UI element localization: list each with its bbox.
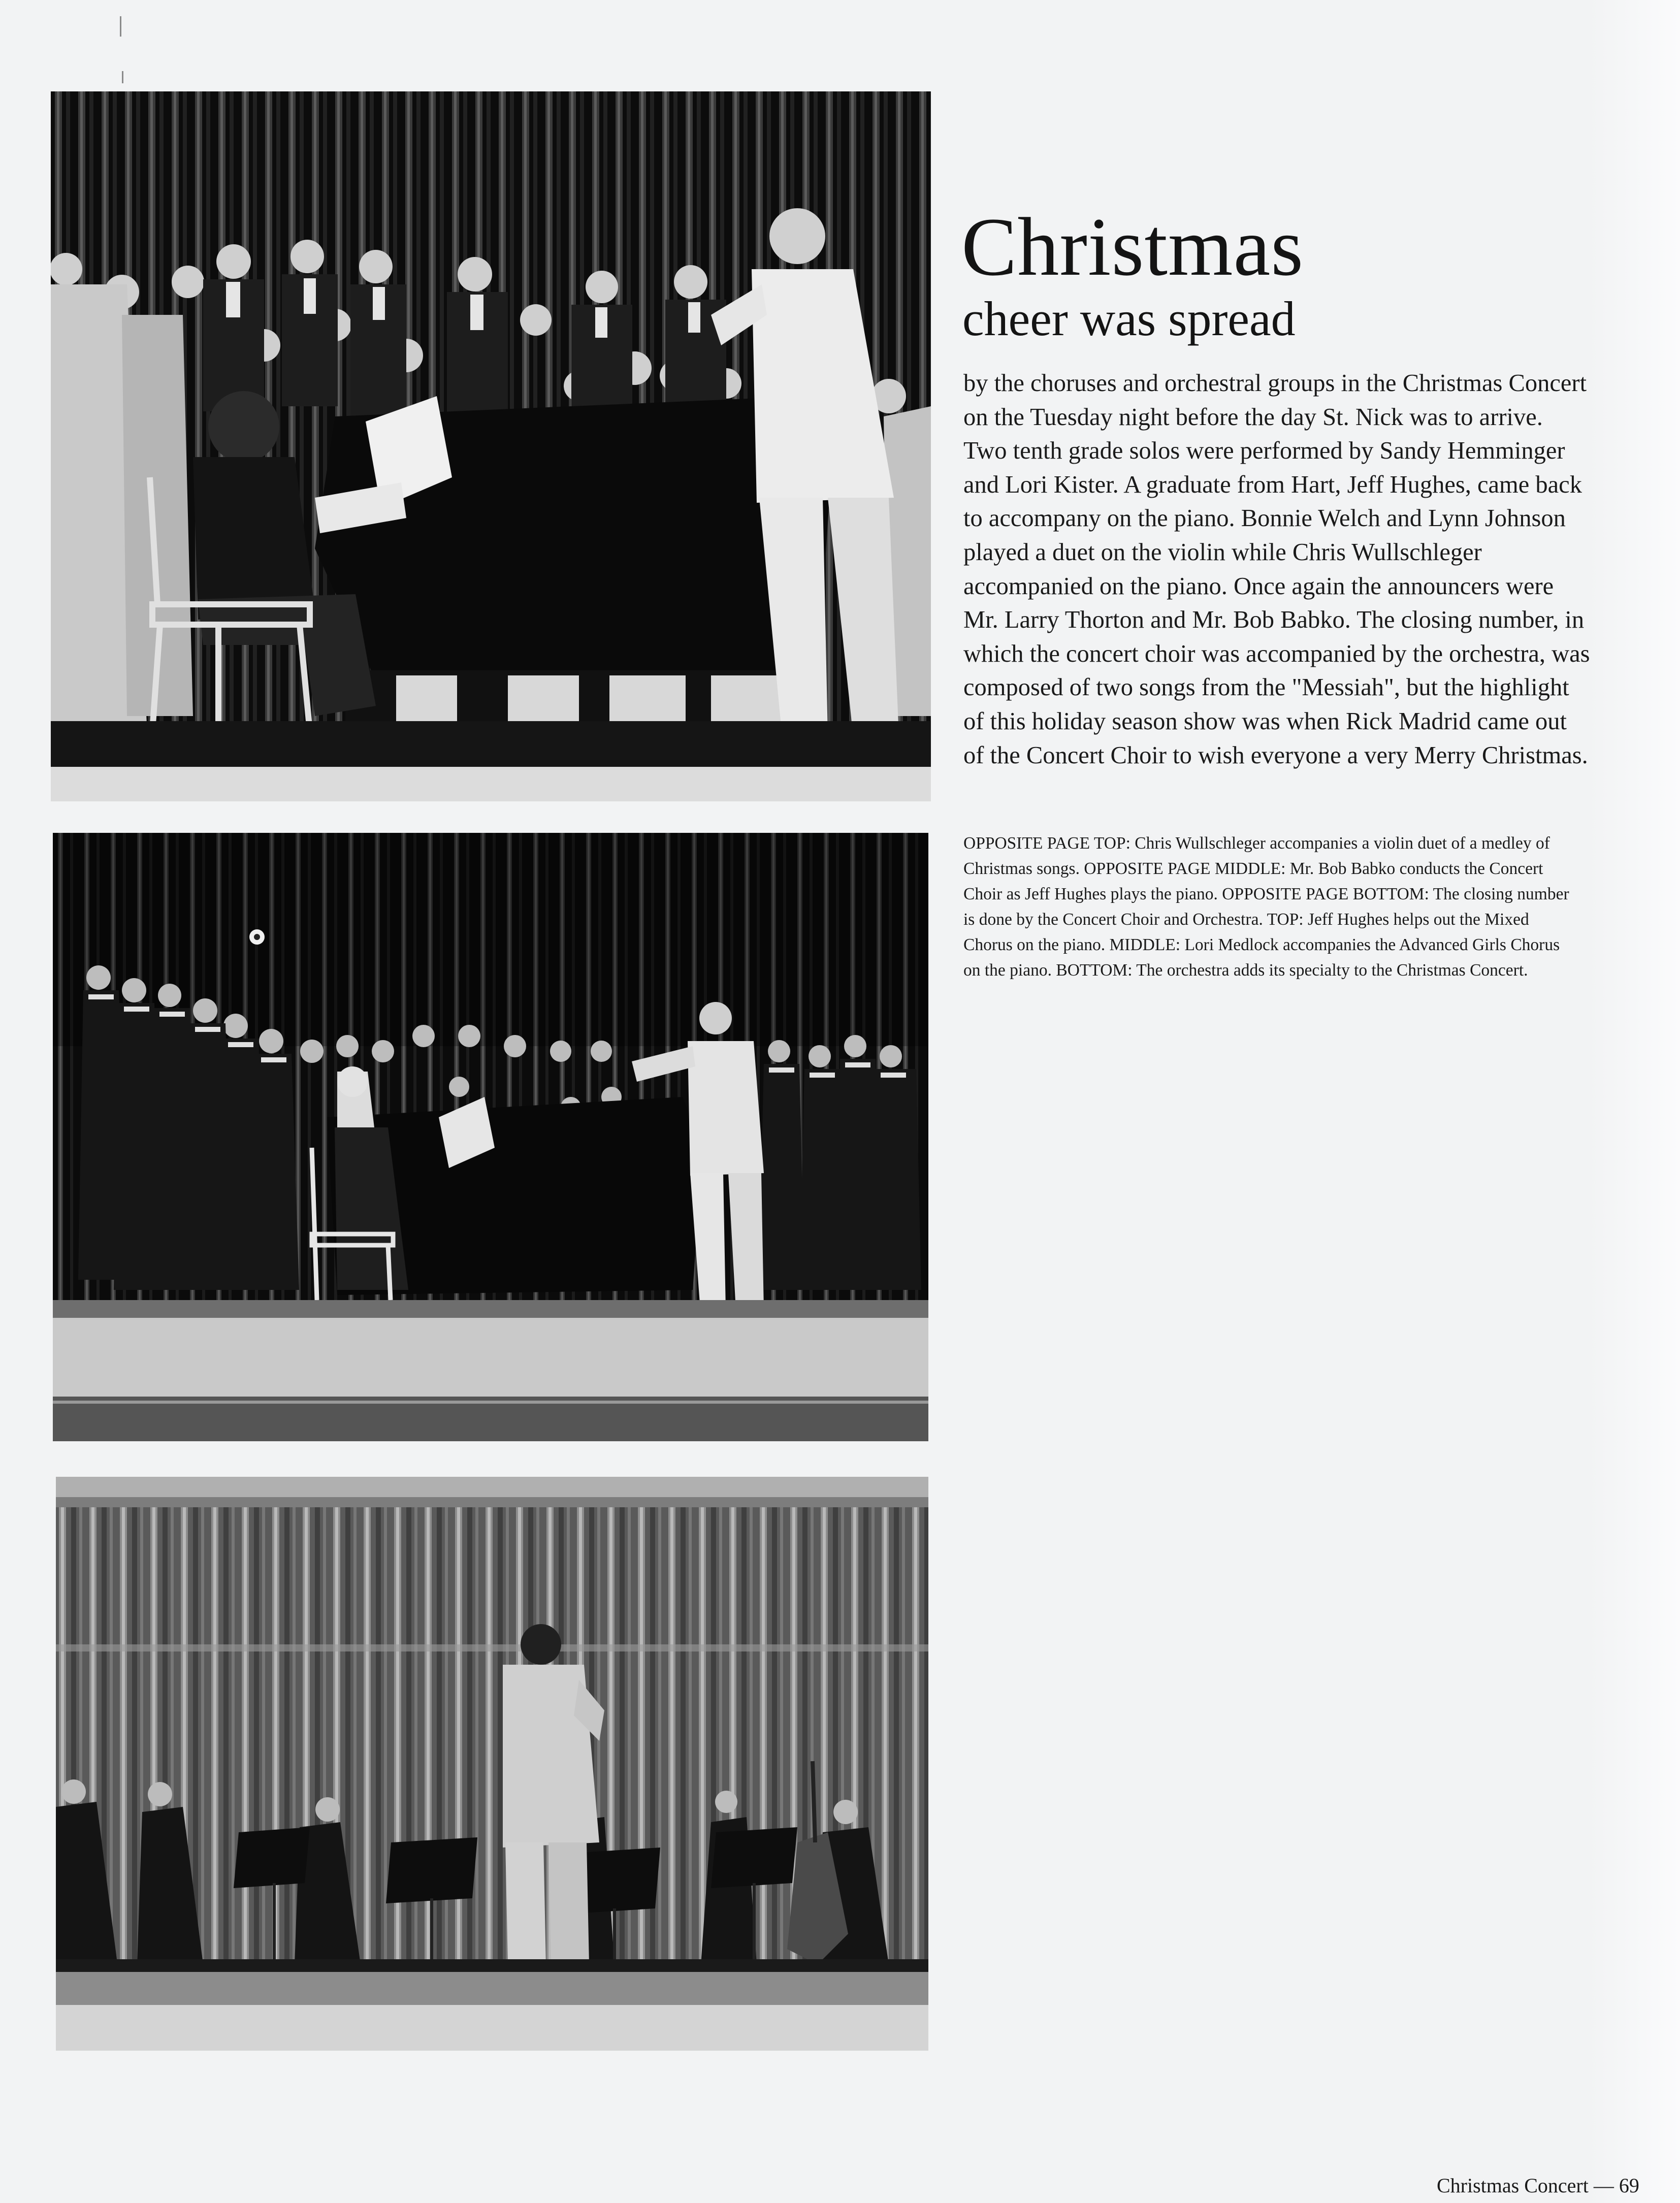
headline: Christmas — [961, 201, 1304, 293]
scan-mark — [122, 71, 123, 83]
scan-mark — [120, 16, 121, 37]
page-edge — [1589, 0, 1680, 2203]
body-text: by the choruses and orchestral groups in the Christmas Concert on the Tuesday night before the day St. Nick was to arrive. Two tenth grade solos were performed by Sandy Hemminger and Lori Kister. A graduate from Hart, Jeff Hughes, came back to accompany on the piano. Bonnie Welch and Lynn Johnson played a duet on the violin while Chris Wullschleger accompanied on the piano. Once again the announcers were Mr. Larry Thorton and Mr. Bob Babko. The closing number, in which the concert choir was accompanied by the orchestra, was composed of two songs from the "Messiah", but the highlight of this holiday season show was when Rick Madrid came out of the Concert Choir to wish everyone a very Merry Christmas. — [963, 370, 1590, 769]
footer-section: Christmas Concert — [1437, 2174, 1589, 2197]
photo-mixed-chorus — [51, 91, 931, 801]
page-footer — [1437, 2174, 1639, 2198]
photo-captions: OPPOSITE PAGE TOP: Chris Wullschleger accompanies a violin duet of a medley of Christmas songs. OPPOSITE PAGE MIDDLE: Mr. Bob Babko conducts the Concert Choir as Jeff Hughes plays the piano. OPPOSITE PAGE BOTTOM: The closing number is done by the Concert Choir and Orchestra. TOP: Jeff Hughes helps out the Mixed Chorus on the piano. MIDDLE: Lori Medlock accompanies the Advanced Girls Chorus on the piano. BOTTOM: The orchestra adds its specialty to the Christmas Concert. — [963, 834, 1569, 980]
photo-orchestra — [56, 1477, 928, 2051]
page-number: 69 — [1619, 2174, 1639, 2197]
subheadline: cheer was spread — [962, 291, 1296, 346]
photo-girls-chorus — [53, 833, 928, 1441]
footer-separator: — — [1593, 2174, 1614, 2197]
